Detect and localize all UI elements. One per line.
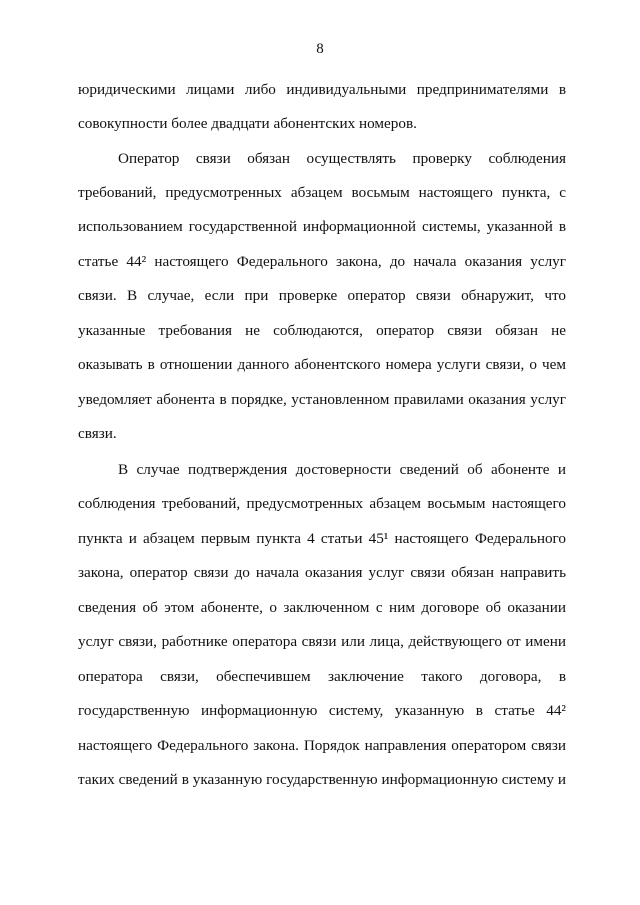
text-line: таких сведений в указанную государственную информационную систему и bbox=[78, 771, 566, 788]
page-number: 8 bbox=[316, 41, 324, 57]
text-line: юридическими лицами либо индивидуальными предпринимателями в bbox=[78, 81, 566, 98]
text-line: пункта и абзацем первым пункта 4 статьи 45¹ настоящего Федерального bbox=[78, 530, 566, 547]
text-line: сведения об этом абоненте, о заключенном с ним договоре об оказании bbox=[78, 599, 566, 616]
text-line: уведомляет абонента в порядке, установленном правилами оказания услуг bbox=[78, 391, 566, 408]
text-line: использованием государственной информационной системы, указанной в bbox=[78, 218, 566, 235]
text-line: оператора связи, обеспечившем заключение такого договора, в bbox=[78, 668, 566, 685]
text-line: связи. bbox=[78, 425, 117, 442]
text-line: статье 44² настоящего Федерального закона, до начала оказания услуг bbox=[78, 253, 566, 270]
text-line: настоящего Федерального закона. Порядок направления оператором связи bbox=[78, 737, 566, 754]
text-line: государственную информационную систему, указанную в статье 44² bbox=[78, 702, 566, 719]
text-line: соблюдения требований, предусмотренных абзацем восьмым настоящего bbox=[78, 495, 566, 512]
text-line: требований, предусмотренных абзацем восьмым настоящего пункта, с bbox=[78, 184, 566, 201]
text-line: связи. В случае, если при проверке оператор связи обнаружит, что bbox=[78, 287, 566, 304]
text-line: закона, оператор связи до начала оказания услуг связи обязан направить bbox=[78, 564, 566, 581]
text-line: совокупности более двадцати абонентских номеров. bbox=[78, 115, 417, 132]
text-line: указанные требования не соблюдаются, оператор связи обязан не bbox=[78, 322, 566, 339]
paragraph-start-line: Оператор связи обязан осуществлять проверку соблюдения bbox=[118, 150, 566, 167]
paragraph-start-line: В случае подтверждения достоверности сведений об абоненте и bbox=[118, 461, 566, 478]
text-line: услуг связи, работнике оператора связи или лица, действующего от имени bbox=[78, 633, 566, 650]
text-line: оказывать в отношении данного абонентского номера услуги связи, о чем bbox=[78, 356, 566, 373]
